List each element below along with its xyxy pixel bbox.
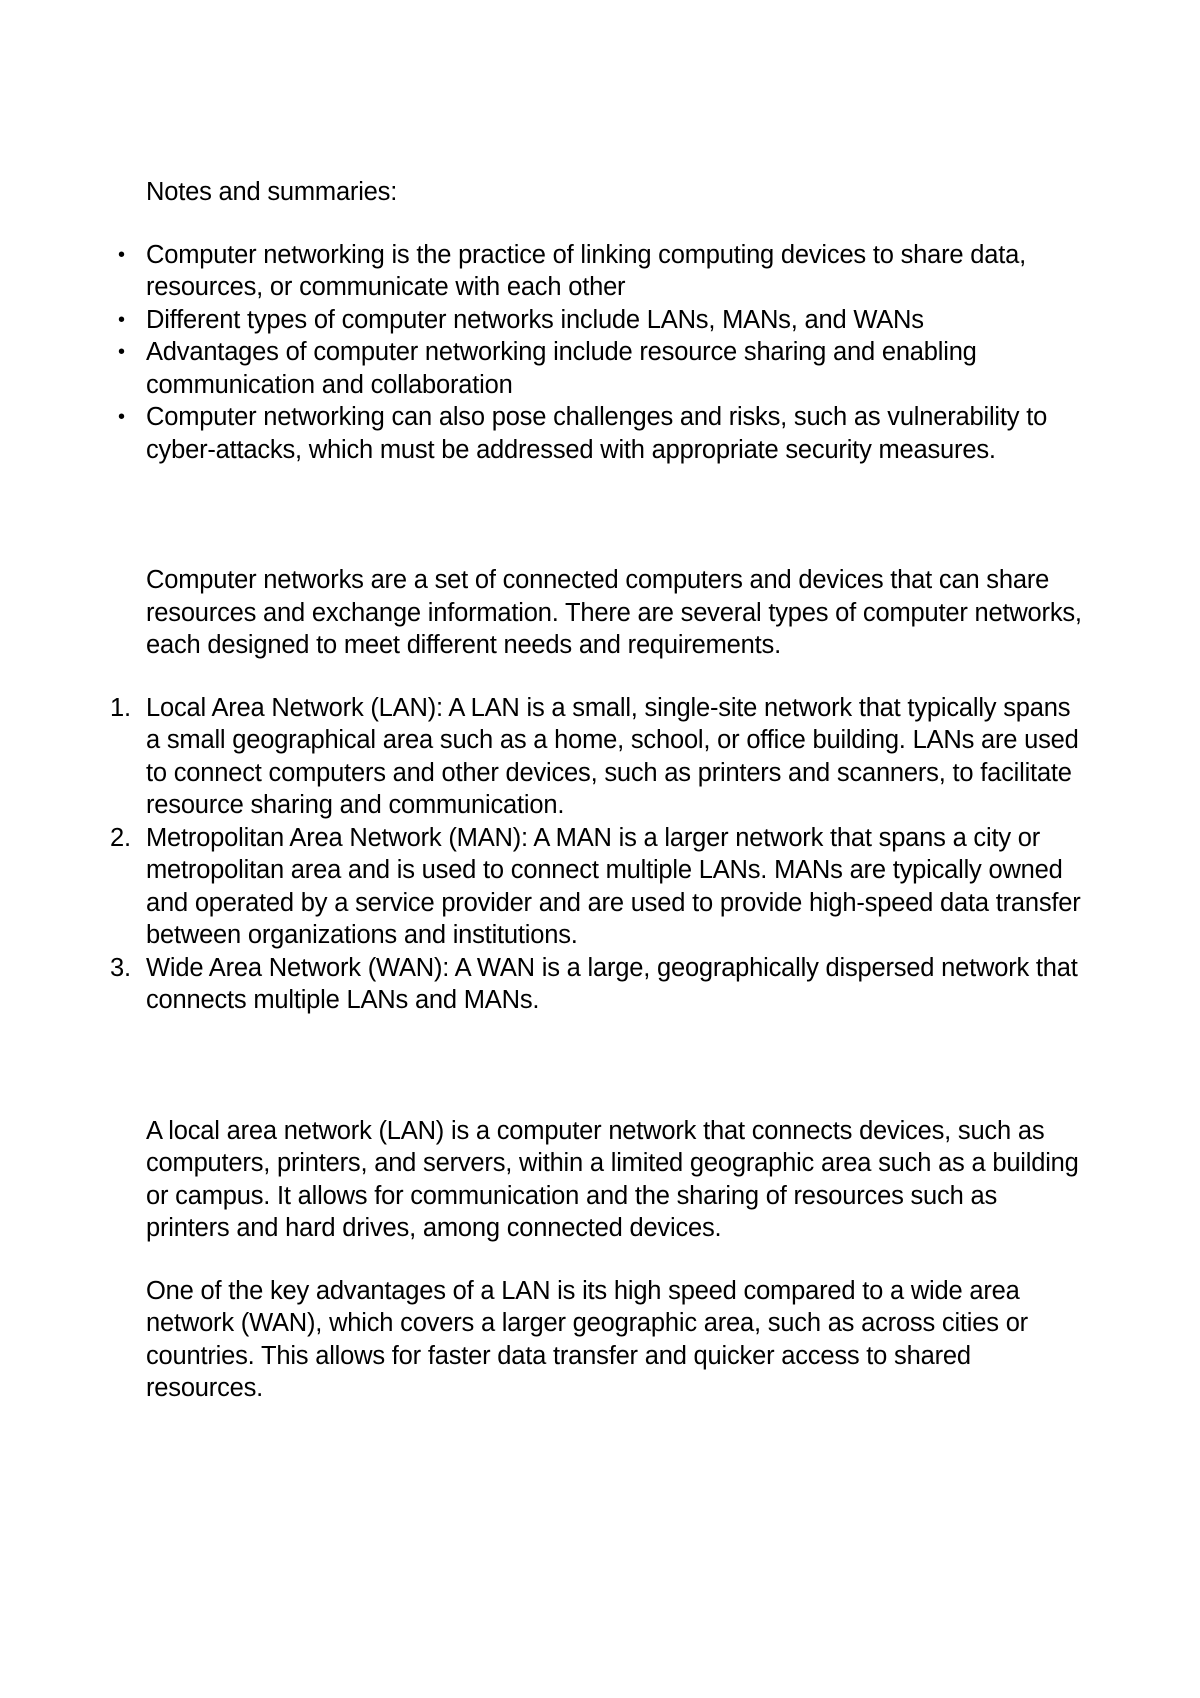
summary-bullet-text: Computer networking can also pose challenges and risks, such as vulnerability to cyber-attacks, which must be addressed with appropriate security measures. [146, 403, 1048, 464]
summary-bullet-item [118, 336, 1086, 401]
network-type-item-wan [110, 952, 1086, 1017]
paragraph-spacer [146, 1245, 1086, 1275]
list-number: 2. [110, 823, 131, 852]
network-type-text: Local Area Network (LAN): A LAN is a small, single-site network that typically spans a small geographical area such as a home, school, or office building. LANs are used to connect computers and other devices, such as printers and scanners, to facilitate resource sharing and communication. [146, 693, 1079, 819]
document-content [110, 176, 1086, 1405]
list-number: 1. [110, 693, 131, 722]
lan-paragraph: A local area network (LAN) is a computer network that connects devices, such as computers, printers, and servers, within a limited geographic area such as a building or campus. It allows for communication and the sharing of resources such as printers and hard drives, among connected devices. [146, 1116, 1079, 1242]
section-spacer [146, 466, 1086, 564]
list-number: 3. [110, 953, 131, 982]
bullet-marker: • [118, 243, 125, 266]
lan-advantages-paragraph: One of the key advantages of a LAN is its high speed compared to a wide area network (WAN), which covers a larger geographic area, such as across cities or countries. This allows for faster data transfer and quicker access to shared resources. [146, 1276, 1028, 1402]
bullet-marker: • [118, 308, 125, 331]
network-type-item-man [110, 822, 1086, 952]
notes-heading: Notes and summaries: [146, 178, 398, 206]
network-types-intro-paragraph: Computer networks are a set of connected computers and devices that can share resources and exchange information. There are several types of computer networks, each designed to meet different needs and requirements. [146, 566, 1082, 659]
network-type-text: Metropolitan Area Network (MAN): A MAN is a larger network that spans a city or metropolitan area and is used to connect multiple LANs. MANs are typically owned and operated by a service provider and are used to provide high-speed data transfer between organizations and institutions. [146, 823, 1081, 949]
network-type-text: Wide Area Network (WAN): A WAN is a large, geographically dispersed network that connects multiple LANs and MANs. [146, 953, 1078, 1014]
summary-bullet-item [118, 304, 1086, 337]
summary-bullet-item [118, 239, 1086, 304]
summary-bullet-text: Advantages of computer networking include resource sharing and enabling communication and collaboration [146, 338, 977, 399]
bullet-marker: • [118, 406, 125, 428]
network-types-list [110, 692, 1086, 1017]
network-type-item-lan [110, 692, 1086, 822]
summary-bullet-list [118, 239, 1086, 467]
summary-bullet-item [118, 401, 1086, 466]
summary-bullet-text: Different types of computer networks include LANs, MANs, and WANs [146, 305, 924, 334]
summary-bullet-text: Computer networking is the practice of linking computing devices to share data, resources, or communicate with each other [146, 240, 1026, 301]
bullet-marker: • [118, 341, 125, 363]
section-spacer [146, 1017, 1086, 1115]
